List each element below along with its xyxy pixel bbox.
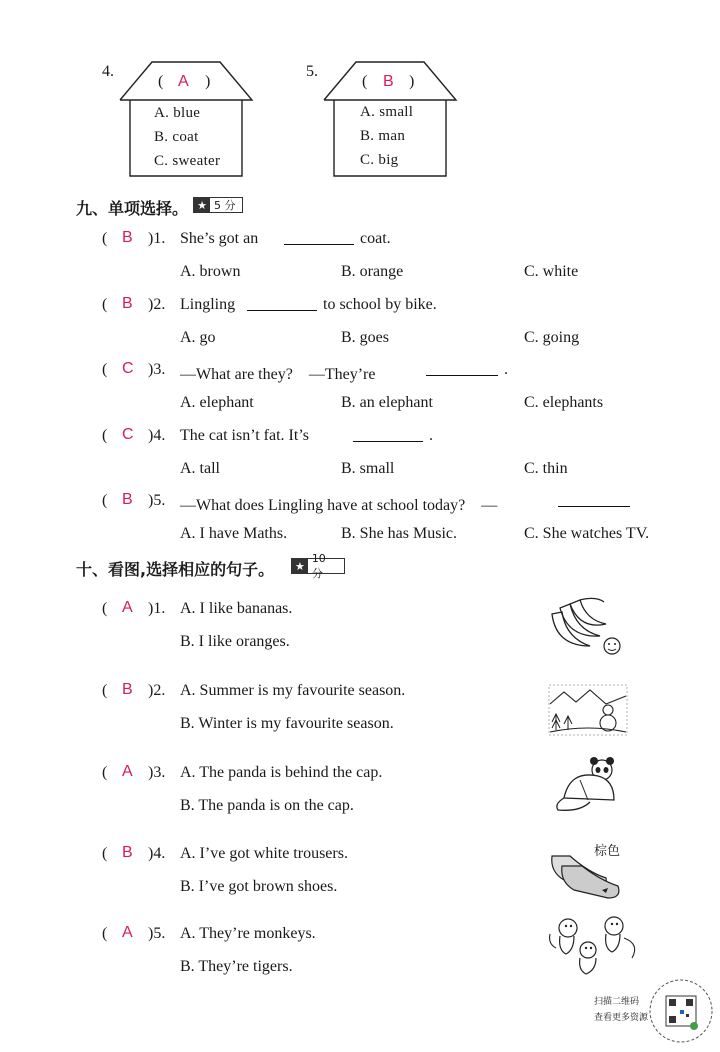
answer-letter: B [122,295,133,312]
question-stem: The cat isn’t fat. It’s [180,427,309,444]
answer-blank [284,244,354,245]
question-number: )4. [148,427,166,444]
answer-paren-open: ( [102,682,108,699]
answer-blank [426,375,498,376]
house-5-answer-paren-close: ) [409,73,415,90]
option-a: A. They’re monkeys. [180,925,316,942]
answer-letter: A [122,599,133,616]
answer-paren-open: ( [102,845,108,862]
answer-paren-open: ( [102,764,108,781]
house-5-answer: B [383,73,394,90]
answer-paren-open: ( [102,600,108,617]
option-b: B. She has Music. [341,525,457,542]
star-icon: ★ [292,559,308,573]
section-10-title: 十、看图,选择相应的句子。 [76,560,275,579]
question-stem: —What does Lingling have at school today? — [180,497,498,514]
question-number: )1. [148,230,166,247]
option-b: B. an elephant [341,394,433,411]
option-a: A. tall [180,460,220,477]
answer-letter: B [122,681,133,698]
qr-caption-line1: 扫描二维码 [594,997,640,1007]
answer-paren-open: ( [102,427,108,444]
question-number: )4. [148,845,166,862]
house-5-number: 5. [306,63,318,80]
qr-code-icon[interactable] [648,978,714,1044]
option-a: A. I have Maths. [180,525,288,542]
question-number: )3. [148,764,166,781]
option-b: B. I’ve got brown shoes. [180,878,338,895]
option-b: B. They’re tigers. [180,958,293,975]
option-c: C. elephants [524,394,604,411]
option-a: A. The panda is behind the cap. [180,764,383,781]
answer-paren-open: ( [102,361,108,378]
answer-paren-open: ( [102,492,108,509]
option-b: B. orange [341,263,404,280]
star-icon: ★ [194,198,210,212]
answer-blank [353,441,423,442]
house-4-answer-paren-close: ) [205,73,211,90]
section-9-score: 5 分 [214,199,236,212]
qr-caption-line2: 查看更多资源 [594,1013,649,1023]
answer-letter: B [122,844,133,861]
answer-letter: B [122,229,133,246]
shoes-picture [548,842,628,900]
option-b: B. goes [341,329,389,346]
section-9-score-badge [193,197,243,213]
option-b: B. Winter is my favourite season. [180,715,394,732]
house-5-answer-paren: ( [362,73,368,90]
option-b: B. I like oranges. [180,633,290,650]
question-stem-end: coat. [360,230,391,247]
option-c: C. white [524,263,579,280]
question-number: )2. [148,682,166,699]
question-number: )5. [148,925,166,942]
option-a: A. I like bananas. [180,600,293,617]
answer-letter: C [122,426,134,443]
section-9-title: 九、单项选择。 [76,199,189,218]
question-stem-end: . [429,427,433,444]
house-4-number: 4. [102,63,114,80]
section-10-score: 10 分 [311,551,326,580]
house-5-option: C. big [360,152,399,168]
answer-letter: B [122,491,133,508]
house-4-option: B. coat [154,129,199,145]
question-stem: —What are they? —They’re [180,366,376,383]
house-5-option: B. man [360,128,406,144]
option-a: A. go [180,329,216,346]
answer-blank [247,310,317,311]
house-4-answer: A [178,73,189,90]
answer-letter: A [122,924,133,941]
answer-letter: C [122,360,134,377]
answer-blank [558,506,630,507]
question-number: )1. [148,600,166,617]
question-stem: She’s got an [180,230,259,247]
question-number: )3. [148,361,166,378]
snowman-picture [548,684,628,736]
answer-paren-open: ( [102,925,108,942]
answer-paren-open: ( [102,230,108,247]
house-5-option: A. small [360,104,414,120]
option-b: B. small [341,460,395,477]
house-4-answer-paren: ( [158,73,164,90]
bananas-picture [546,594,626,658]
question-stem: Lingling [180,296,236,313]
question-stem-end: . [504,361,508,378]
answer-letter: A [122,763,133,780]
section-10-score-badge [291,551,345,580]
option-b: B. The panda is on the cap. [180,797,354,814]
monkeys-picture [548,914,644,976]
option-c: C. thin [524,460,568,477]
option-a: A. brown [180,263,241,280]
option-a: A. elephant [180,394,254,411]
house-4-option: A. blue [154,105,201,121]
question-number: )5. [148,492,166,509]
question-number: )2. [148,296,166,313]
option-c: C. She watches TV. [524,525,650,542]
option-c: C. going [524,329,580,346]
option-a: A. Summer is my favourite season. [180,682,406,699]
question-stem-end: to school by bike. [323,296,437,313]
option-a: A. I’ve got white trousers. [180,845,348,862]
shoes-picture-label: 棕色 [594,844,621,859]
panda-cap-picture [550,756,622,816]
house-4-option: C. sweater [154,153,221,169]
answer-paren-open: ( [102,296,108,313]
